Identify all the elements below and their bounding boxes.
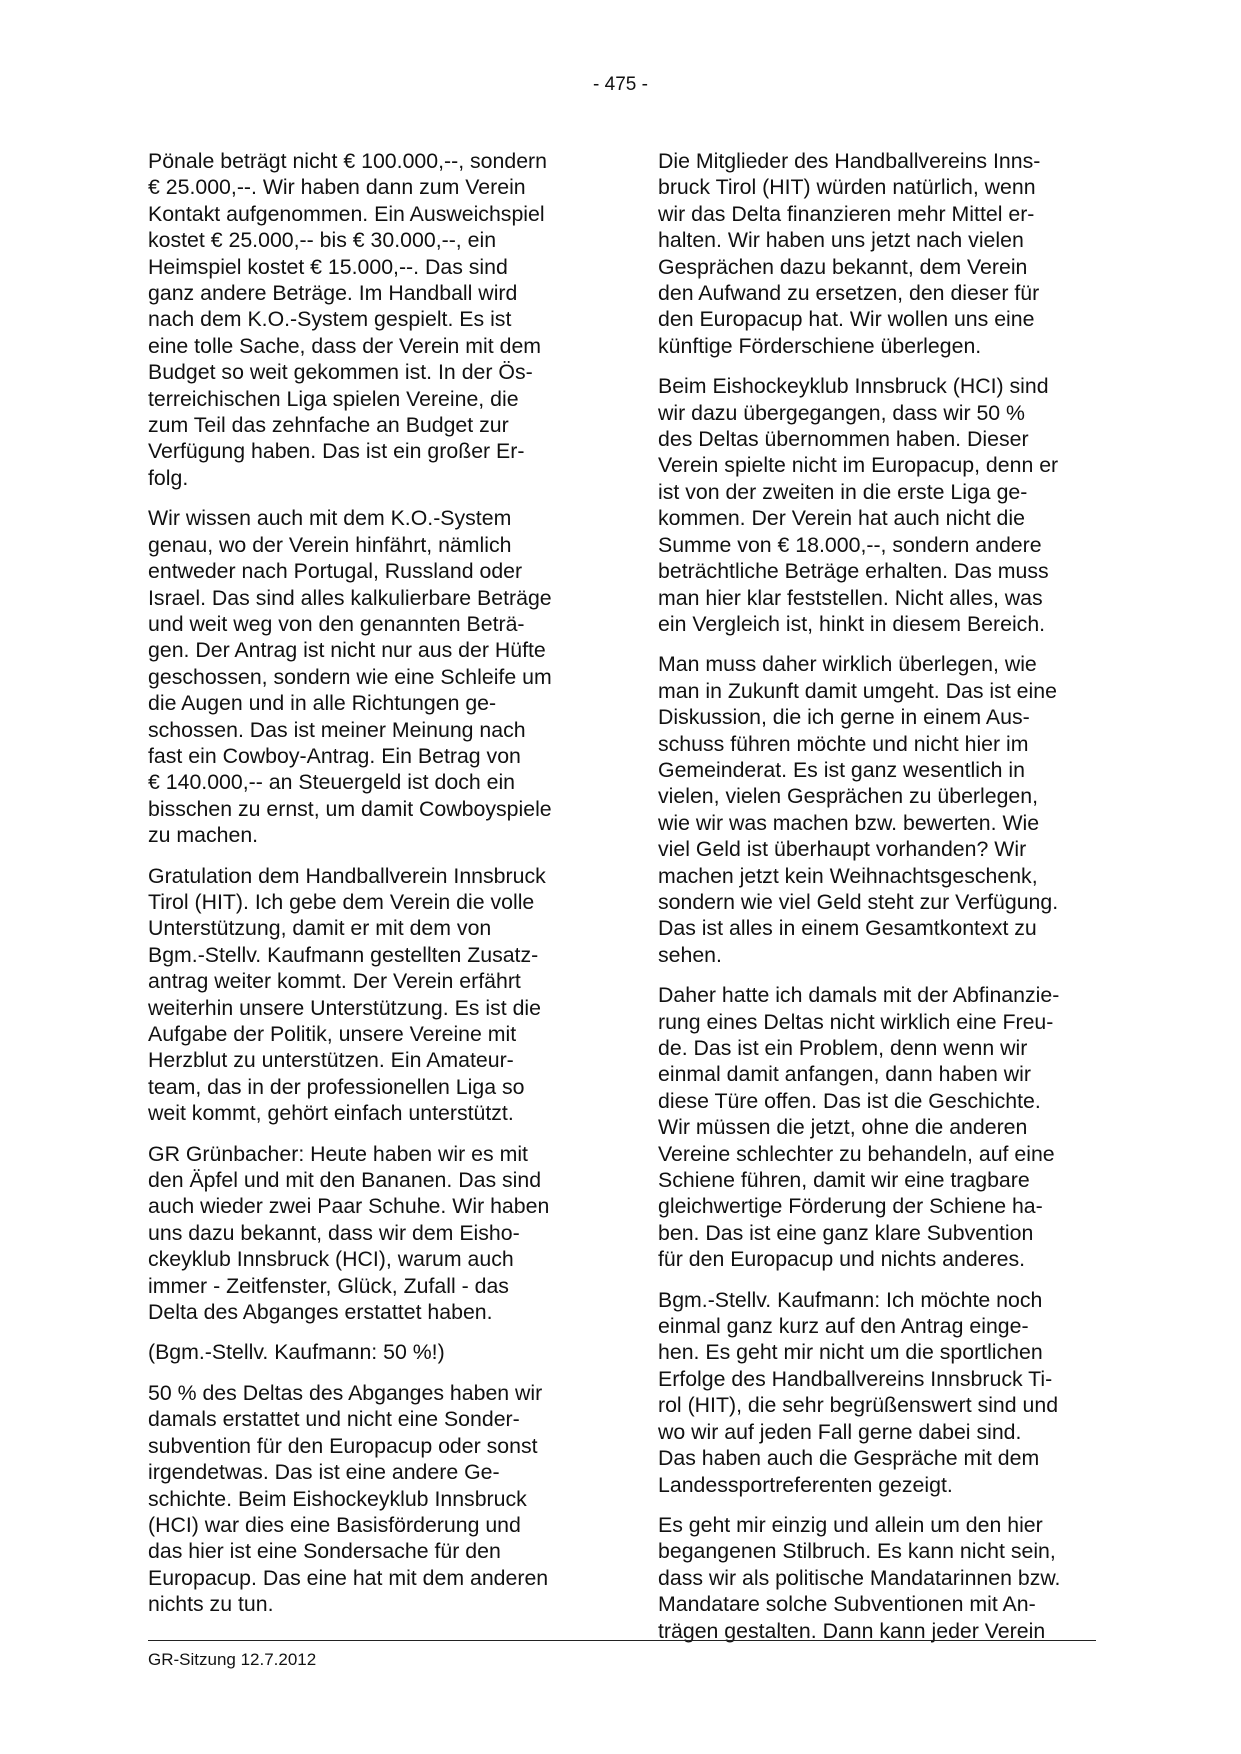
paragraph: Wir wissen auch mit dem K.O.-System genau, wo der Verein hinfährt, nämlich entweder nach Portugal, Russland oder Israel. Das sind alles kalkulierbare Beträge und weit weg von den genannten Beträ- gen. Der Antrag ist nicht nur aus der Hüfte geschossen, sondern wie eine Schleife um die Augen und in alle Richtungen ge- schossen. Das ist meiner Meinung nach fast ein Cowboy-Antrag. Ein Betrag von € 140.000,-- an Steuergeld ist doch ein bisschen zu ernst, um damit Cowboyspiele zu machen. <box>148 506 552 848</box>
footer-session-date: GR-Sitzung 12.7.2012 <box>148 1650 317 1669</box>
paragraph: Daher hatte ich damals mit der Abfinanzie- rung eines Deltas nicht wirklich eine Freu- de. Das ist ein Problem, denn wenn wir einmal damit anfangen, dann haben wir diese Türe offen. Das ist die Geschichte. Wir müssen die jetzt, ohne die anderen Vereine schlechter zu behandeln, auf eine Schiene führen, damit wir eine tragbare gleichwertige Förderung der Schiene ha- ben. Das ist eine ganz klare Subvention für den Europacup und nichts anderes. <box>658 983 1060 1272</box>
interjection: (Bgm.-Stellv. Kaufmann: 50 %!) <box>148 1340 445 1365</box>
paragraph: Man muss daher wirklich überlegen, wie man in Zukunft damit umgeht. Das ist eine Diskussion, die ich gerne in einem Aus- schuss führen möchte und nicht hier im Gemeinderat. Es ist ganz wesentlich in vielen, vielen Gesprächen zu überlegen, wie wir was machen bzw. bewerten. Wie viel Geld ist überhaupt vorhanden? Wir machen jetzt kein Weihnachtsgeschenk, sondern wie viel Geld steht zur Verfügung. Das ist alles in einem Gesamtkontext zu sehen. <box>658 652 1059 967</box>
paragraph: 50 % des Deltas des Abganges haben wir damals erstattet und nicht eine Sonder- subvention für den Europacup oder sonst irgendetwas. Das ist eine andere Ge- schichte. Beim Eishockeyklub Innsbruck (HCI) war dies eine Basisförderung und das hier ist eine Sondersache für den Europacup. Das eine hat mit dem anderen nichts zu tun. <box>148 1380 549 1617</box>
page-number: - 475 - <box>593 74 648 95</box>
speaker-paragraph: Bgm.-Stellv. Kaufmann: Ich möchte noch einmal ganz kurz auf den Antrag einge- hen. Es geht mir nicht um die sportlichen Erfolge des Handballvereins Innsbruck Ti- rol (HIT), die sehr begrüßenswert sind und wo wir auf jeden Fall gerne dabei sind. Das haben auch die Gespräche mit dem Landessportreferenten gezeigt. <box>658 1287 1059 1497</box>
paragraph: Die Mitglieder des Handballvereins Inns- bruck Tirol (HIT) würden natürlich, wenn wir das Delta finanzieren mehr Mittel er- halten. Wir haben uns jetzt nach vielen Gesprächen dazu bekannt, dem Verein den Aufwand zu ersetzen, den dieser für den Europacup hat. Wir wollen uns eine künftige Förderschiene überlegen. <box>658 149 1041 358</box>
left-column <box>148 148 588 1632</box>
paragraph: Gratulation dem Handballverein Innsbruck Tirol (HIT). Ich gebe dem Verein die volle Unterstützung, damit er mit dem von Bgm.-Stellv. Kaufmann gestellten Zusatz- antrag weiter kommt. Der Verein erfährt weiterhin unsere Unterstützung. Es ist die Aufgabe der Politik, unsere Vereine mit Herzblut zu unterstützen. Ein Amateur- team, das in der professionellen Liga so weit kommt, gehört einfach unterstützt. <box>148 863 546 1126</box>
paragraph: Beim Eishockeyklub Innsbruck (HCI) sind wir dazu übergegangen, dass wir 50 % des Deltas übernommen haben. Dieser Verein spielte nicht im Europacup, denn er ist von der zweiten in die erste Liga ge- kommen. Der Verein hat auch nicht die Summe von € 18.000,--, sondern andere beträchtliche Beträge erhalten. Das muss man hier klar feststellen. Nicht alles, was ein Vergleich ist, hinkt in diesem Bereich. <box>658 374 1059 636</box>
footer-divider <box>148 1640 1096 1641</box>
speaker-paragraph: GR Grünbacher: Heute haben wir es mit den Äpfel und mit den Bananen. Das sind auch wieder zwei Paar Schuhe. Wir haben uns dazu bekannt, dass wir dem Eisho- ckeyklub Innsbruck (HCI), warum auch immer - Zeitfenster, Glück, Zufall - das Delta des Abganges erstattet haben. <box>148 1141 550 1325</box>
paragraph: Es geht mir einzig und allein um den hier begangenen Stilbruch. Es kann nicht sein, dass wir als politische Mandatarinnen bzw. Mandatare solche Subventionen mit An- trägen gestalten. Dann kann jeder Verein <box>658 1512 1061 1643</box>
right-column <box>658 148 1098 1658</box>
paragraph: Pönale beträgt nicht € 100.000,--, sondern € 25.000,--. Wir haben dann zum Verein Kontakt aufgenommen. Ein Ausweichspiel kostet € 25.000,-- bis € 30.000,--, ein Heimspiel kostet € 15.000,--. Das sind ganz andere Beträge. Im Handball wird nach dem K.O.-System gespielt. Es ist eine tolle Sache, dass der Verein mit dem Budget so weit gekommen ist. In der Ös- terreichischen Liga spielen Vereine, die zum Teil das zehnfache an Budget zur Verfügung haben. Das ist ein großer Er- folg. <box>148 149 547 490</box>
